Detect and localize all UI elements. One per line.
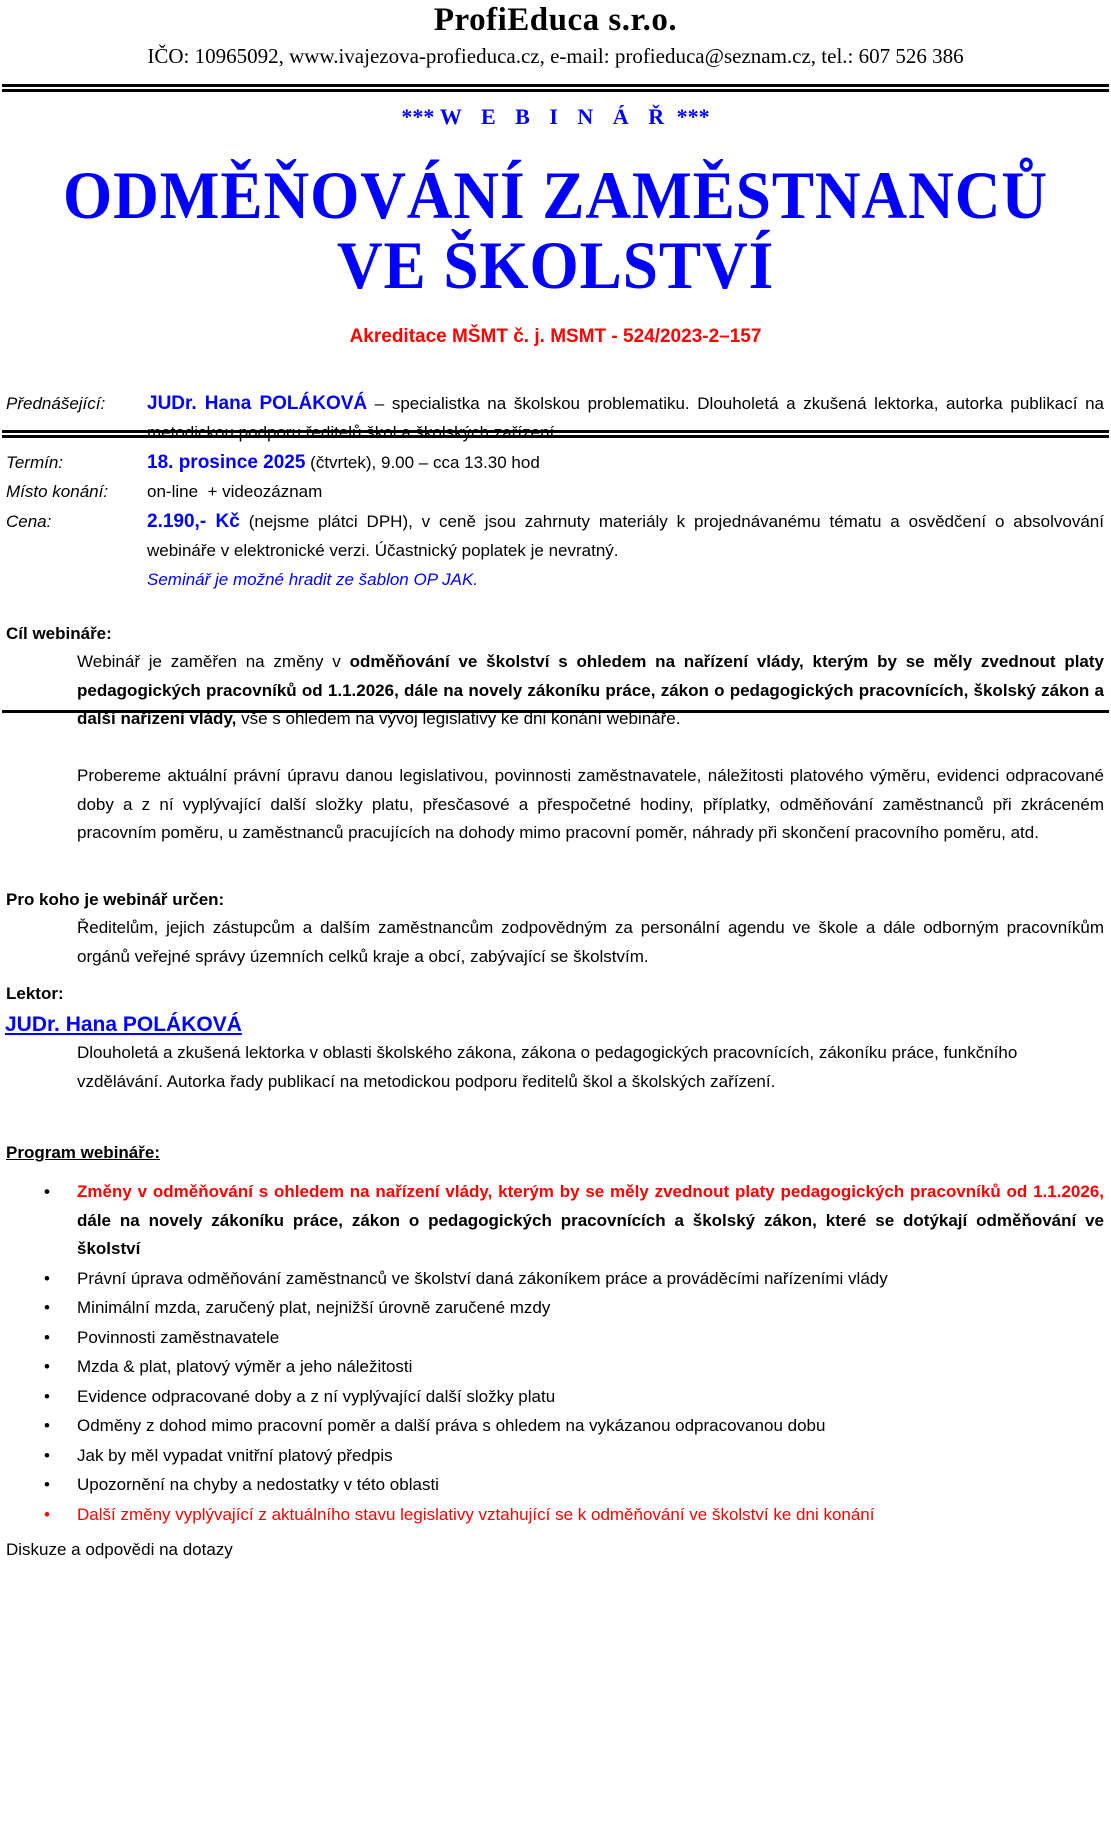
bullet-icon: • <box>44 1357 50 1376</box>
date-label: Termín: <box>6 453 64 472</box>
program-item-text: Minimální mzda, zaručený plat, nejnižší úrovně zaručené mzdy <box>77 1298 551 1317</box>
bullet-icon: • <box>44 1475 50 1494</box>
program-item-text: Povinnosti zaměstnavatele <box>77 1327 280 1347</box>
bullet-icon: • <box>44 1327 50 1347</box>
goal-heading: Cíl webináře: <box>6 624 112 643</box>
price-value <box>147 507 1104 594</box>
presenter-value <box>147 389 1104 447</box>
program-item-text: Evidence odpracované doby a z ní vyplývající další složky platu <box>77 1386 556 1406</box>
program-item-text: Právní úprava odměňování zaměstnanců ve školství daná zákoníkem práce a prováděcími nařízeními vlády <box>77 1268 888 1288</box>
price-label: Cena: <box>6 512 52 531</box>
program-item-text: Další změny vyplývající z aktuálního stavu legislativy vztahující se k odměňování ve školství ke dni konání <box>77 1504 875 1524</box>
program-heading: Program webináře: <box>6 1143 160 1162</box>
program-item-highlight: Změny v odměňování s ohledem na nařízení vlády, kterým by se měly zvednout platy pedagogických pracovníků od 1.1.2026, <box>77 1182 1104 1201</box>
price-funding-note: Seminář je možné hradit ze šablon OP JAK. <box>147 570 479 589</box>
closing-note: Diskuze a odpovědi na dotazy <box>6 1540 233 1559</box>
company-name: ProfiEduca s.r.o. <box>433 2 678 38</box>
program-item <box>0 1501 1104 1530</box>
bullet-icon: • <box>44 1504 50 1524</box>
program-item <box>0 1353 1104 1382</box>
stars-right: *** <box>676 104 710 129</box>
program-list <box>0 1178 1111 1530</box>
bullet-icon: • <box>44 1386 50 1406</box>
goal-text: Webinář je zaměřen na změny v <box>77 652 350 671</box>
program-item <box>0 1383 1104 1412</box>
presenter-description: – specialistka na školskou problematiku. Dlouholetá a zkušená lektorka, autorka publikací na metodickou podporu ředitelů škol a školských zařízení. <box>147 394 1104 442</box>
bullet-icon: • <box>44 1445 50 1465</box>
page-title-line-1: ODMĚŇOVÁNÍ ZAMĚSTNANCŮ <box>63 157 1048 233</box>
program-item <box>0 1178 1104 1264</box>
presenter-name: JUDr. Hana POLÁKOVÁ <box>147 393 368 414</box>
goal-text-bold: odměňování ve školství s ohledem na nařízení vlády, kterým by se měly zvednout platy pedagogických pracovníků od 1.1.2026, dále na novely zákoníku práce, zákon o pedagogických pracovnících, školský zákon a další nařízení vlády, <box>77 652 1105 728</box>
program-item <box>0 1442 1104 1471</box>
price-description: (nejsme plátci DPH), v ceně jsou zahrnuty materiály k projednávanému tématu a osvědčení o absolvování webináře v elektronické verzi. Účastnický poplatek je nevratný. <box>147 512 1104 560</box>
accreditation-number: Akreditace MŠMT č. j. MSMT - 524/2023-2–157 <box>349 326 762 347</box>
bullet-icon: • <box>44 1268 50 1288</box>
bullet-icon: • <box>44 1182 50 1201</box>
webinar-label <box>0 104 1111 130</box>
webinar-word: W E B I N Á Ř <box>439 104 672 129</box>
bullet-icon: • <box>44 1416 50 1435</box>
lecturer-heading: Lektor: <box>6 984 64 1003</box>
goal-paragraph-2: Probereme aktuální právní úpravu danou legislativou, povinnosti zaměstnavatele, náležitosti platového výměru, evidenci odpracované doby a z ní vyplývající další složky platu, přesčasové a přespočetné hodiny, příplatky, odměňování zaměstnanců při zkráceném pracovním poměru, u zaměstnanců pracujících na dohody mimo pracovní poměr, náhrady při skončení pracovního poměru, atd. <box>77 766 1104 842</box>
program-item-text: Jak by měl vypadat vnitřní platový předpis <box>77 1445 393 1465</box>
date-value <box>147 448 1104 477</box>
program-item <box>0 1471 1104 1500</box>
venue-value: on-line + videozáznam <box>147 482 323 501</box>
program-item-text: Mzda & plat, platový výměr a jeho náležitosti <box>77 1357 413 1376</box>
lecturer-name-link[interactable]: JUDr. Hana POLÁKOVÁ <box>5 1013 242 1036</box>
lecturer-bio: Dlouholetá a zkušená lektorka v oblasti školského zákona, zákona o pedagogických pracovnících, zákoníku práce, funkčního vzdělávání. Autorka řady publikací na metodickou podporu ředitelů škol a školských zařízení. <box>77 1043 1018 1091</box>
program-item <box>0 1265 1104 1294</box>
company-contact-line: IČO: 10965092, www.ivajezova-profieduca.cz, e-mail: profieduca@seznam.cz, tel.: 607 526 386 <box>147 44 964 68</box>
header-divider <box>2 84 1109 92</box>
price-amount: 2.190,- Kč <box>147 511 240 532</box>
program-item-text: dále na novely zákoníku práce, zákon o pedagogických pracovnících a školský zákon, které se dotýkají odměňování ve školství <box>77 1210 1104 1258</box>
program-item-text: Odměny z dohod mimo pracovní poměr a další práva s ohledem na vykázanou odpracovanou dobu <box>77 1416 826 1435</box>
venue-label: Místo konání: <box>6 482 109 501</box>
program-item-text: Upozornění na chyby a nedostatky v této oblasti <box>77 1475 439 1494</box>
stars-left: *** <box>401 104 435 129</box>
program-item <box>0 1294 1104 1323</box>
presenter-label: Přednášející: <box>6 394 106 413</box>
bullet-icon: • <box>44 1298 50 1317</box>
goal-text-end: vše s ohledem na vývoj legislativy ke dni konání webináře. <box>236 709 681 728</box>
date-highlight: 18. prosince 2025 <box>147 452 306 473</box>
page-title-line-2: VE ŠKOLSTVÍ <box>336 227 775 303</box>
program-item <box>0 1324 1104 1353</box>
goal-paragraph-1 <box>77 648 1104 734</box>
date-time: (čtvrtek), 9.00 – cca 13.30 hod <box>305 453 540 472</box>
program-item <box>0 1412 1104 1441</box>
audience-text: Ředitelům, jejich zástupcům a dalším zaměstnancům zodpovědným za personální agendu ve škole a dále odborným pracovníkům orgánů veřejné správy územních celků kraje a obcí, zabývající se školstvím. <box>77 918 1104 966</box>
audience-heading: Pro koho je webinář určen: <box>6 890 225 909</box>
